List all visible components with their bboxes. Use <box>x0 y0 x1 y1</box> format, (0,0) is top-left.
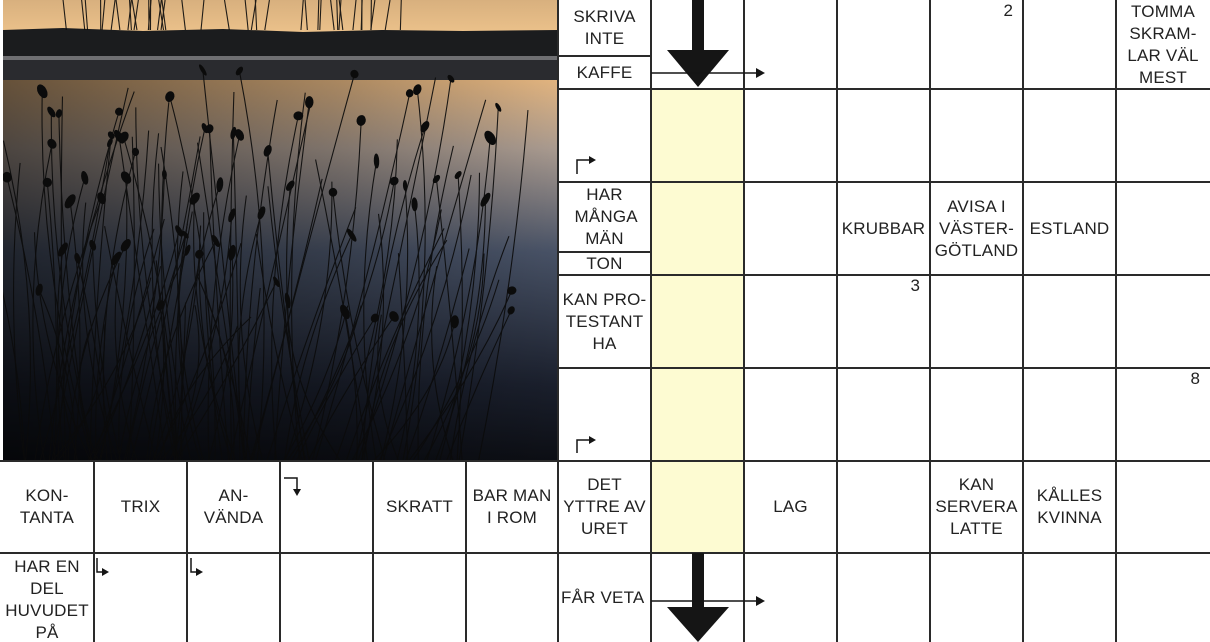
clue-text: DET YTTRE AV URET <box>563 475 646 538</box>
clue-text: SKRIVA INTE <box>573 7 636 48</box>
cell-number: 3 <box>910 276 920 295</box>
clue-text: AVISA I VÄSTER-GÖTLAND <box>934 196 1019 260</box>
clue-text: SKRATT <box>385 497 453 516</box>
bent-arrow-head <box>196 568 203 576</box>
clue-text: AN-VÄNDA <box>203 486 264 527</box>
right-arrow-icon <box>651 596 765 606</box>
clue-text: LAG <box>773 497 808 516</box>
clue-text: FÅR VETA <box>561 587 645 607</box>
clue-text: TOMMA SKRAM-LAR VÄL MEST <box>1127 1 1199 87</box>
down-arrow-icon <box>667 553 729 642</box>
clue-text: HAR MÅNGA MÄN <box>574 185 638 248</box>
clue-text: KAFFE <box>576 62 633 82</box>
clue-text: HAR EN DEL HUVUDET PÅ <box>5 557 89 642</box>
bent-arrow-head <box>589 436 596 444</box>
bent-arrow-head <box>102 568 109 576</box>
cell-number: 8 <box>1190 369 1200 388</box>
clue-text: KAN SERVERA LATTE <box>935 475 1018 538</box>
clue-text: KÅLLES KVINNA <box>1036 486 1103 527</box>
bent-arrow-head <box>589 156 596 164</box>
clue-text: TRIX <box>120 497 161 516</box>
bent-arrow-head <box>293 489 301 496</box>
clue-text: KAN PRO-TESTANT HA <box>562 289 647 353</box>
cell-number: 2 <box>1003 1 1013 20</box>
bent-arrow-icon <box>284 478 297 490</box>
clue-text: TON <box>586 253 623 273</box>
clue-text: KRUBBAR <box>841 218 926 238</box>
bent-arrow-icon <box>577 160 590 174</box>
clue-text: KON-TANTA <box>19 486 75 527</box>
bent-arrow-icon <box>577 440 590 453</box>
clue-text: ESTLAND <box>1029 218 1110 238</box>
down-arrow-icon <box>667 0 729 87</box>
clue-text: BAR MAN I ROM <box>472 486 552 527</box>
